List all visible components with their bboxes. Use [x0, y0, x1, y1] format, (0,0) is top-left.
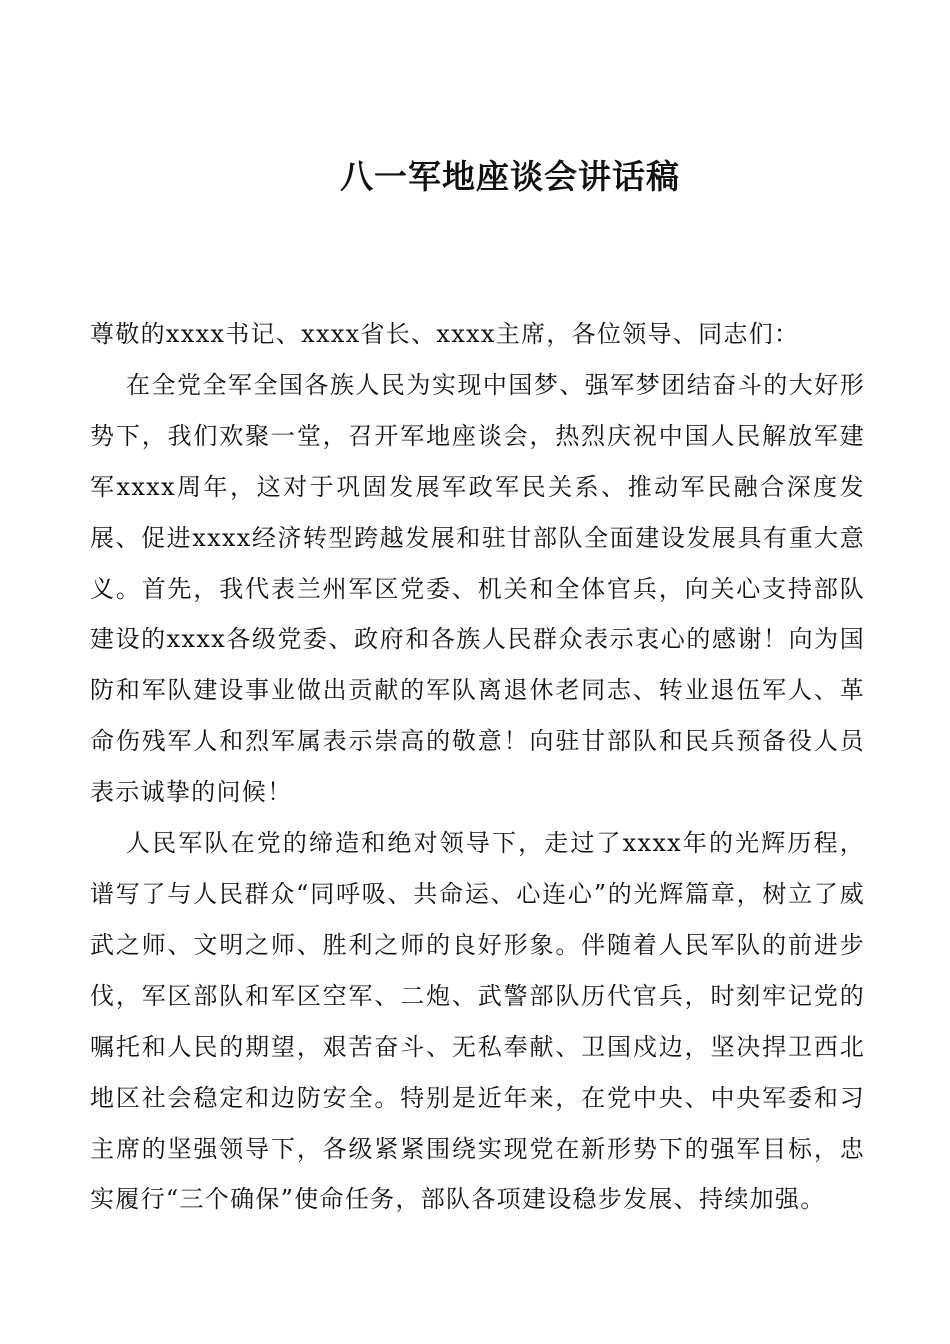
document-body — [90, 309, 865, 1225]
document-title: 八一军地座谈会讲话稿 — [340, 157, 680, 196]
paragraph-2: 人民军队在党的缔造和绝对领导下，走过了xxxx年的光辉历程，谱写了与人民群众“同呼吸、共命运、心连心”的光辉篇章，树立了威武之师、文明之师、胜利之师的良好形象。伴随着人民军队的前进步伐，军区部队和军区空军、二炮、武警部队历代官兵，时刻牢记党的嘱托和人民的期望，艰苦奋斗、无私奉献、卫国戍边，坚决捍卫西北地区社会稳定和边防安全。特别是近年来，在党中央、中央军委和习主席的坚强领导下，各级紧紧围绕实现党在新形势下的强军目标，忠实履行“三个确保”使命任务，部队各项建设稳步发展、持续加强。 — [90, 829, 865, 1214]
paragraph-1: 在全党全军全国各族人民为实现中国梦、强军梦团结奋斗的大好形势下，我们欢聚一堂，召开军地座谈会，热烈庆祝中国人民解放军建军xxxx周年，这对于巩固发展军政军民关系、推动军民融合深度发展、促进xxxx经济转型跨越发展和驻甘部队全面建设发展具有重大意义。首先，我代表兰州军区党委、机关和全体官兵，向关心支持部队建设的xxxx各级党委、政府和各族人民群众表示衷心的感谢！向为国防和军队建设事业做出贡献的军队离退休老同志、转业退伍军人、革命伤残军人和烈军属表示崇高的敬意！向驻甘部队和民兵预备役人员表示诚挚的问候！ — [90, 370, 865, 807]
greeting-line: 尊敬的xxxx书记、xxxx省长、xxxx主席，各位领导、同志们： — [90, 320, 800, 348]
